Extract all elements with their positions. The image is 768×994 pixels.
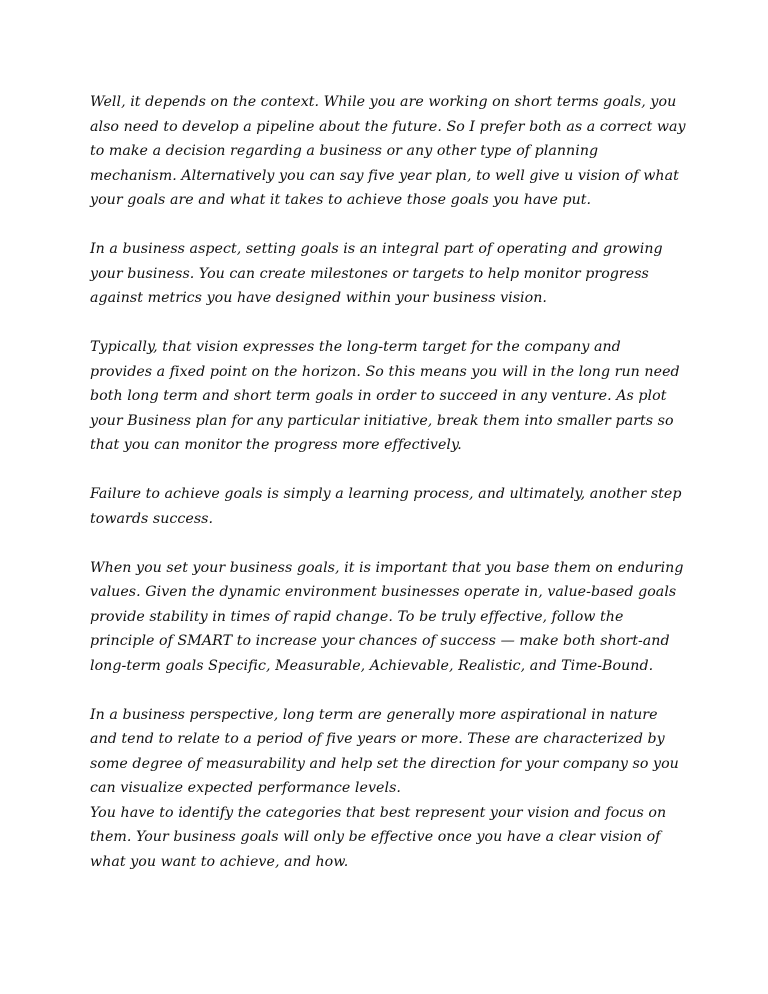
paragraph-failure: Failure to achieve goals is simply a learning process, and ultimately, another step towards success. [90, 486, 682, 527]
document-body [90, 90, 686, 899]
paragraph-long-term: In a business perspective, long term are generally more aspirational in nature and tend to relate to a period of five years or more. These are characterized by some degree of measurability and help set the direction for your company so you can visualize expected performance levels. [90, 706, 679, 796]
paragraph-smart-goals: When you set your business goals, it is important that you base them on enduring values. Given the dynamic environment businesses operate in, value-based goals provide stability in times of rapid change. To be truly effective, follow the principle of SMART to increase your chances of success — make both short-and long-term goals Specific, Measurable, Achievable, Realistic, and Time-Bound. [90, 559, 684, 674]
paragraph-vision: Typically, that vision expresses the long-term target for the company and provides a fixed point on the horizon. So this means you will in the long run need both long term and short term goals in order to succeed in any venture. As plot your Business plan for any particular initiative, break them into smaller parts so that you can monitor the progress more effectively. [90, 339, 680, 453]
paragraph-context: Well, it depends on the context. While you are working on short terms goals, you also need to develop a pipeline about the future. So I prefer both as a correct way to make a decision regarding a business or any other type of planning mechanism. Alternatively you can say five year plan, to well give u vision of what your goals are and what it takes to achieve those goals you have put. [90, 94, 686, 208]
paragraph-business-aspect: In a business aspect, setting goals is an integral part of operating and growing your business. You can create milestones or targets to help monitor progress against metrics you have designed within your business vision. [90, 241, 663, 306]
paragraph-categories: You have to identify the categories that best represent your vision and focus on them. Your business goals will only be effective once you have a clear vision of what you want to achieve, and how. [90, 804, 667, 870]
